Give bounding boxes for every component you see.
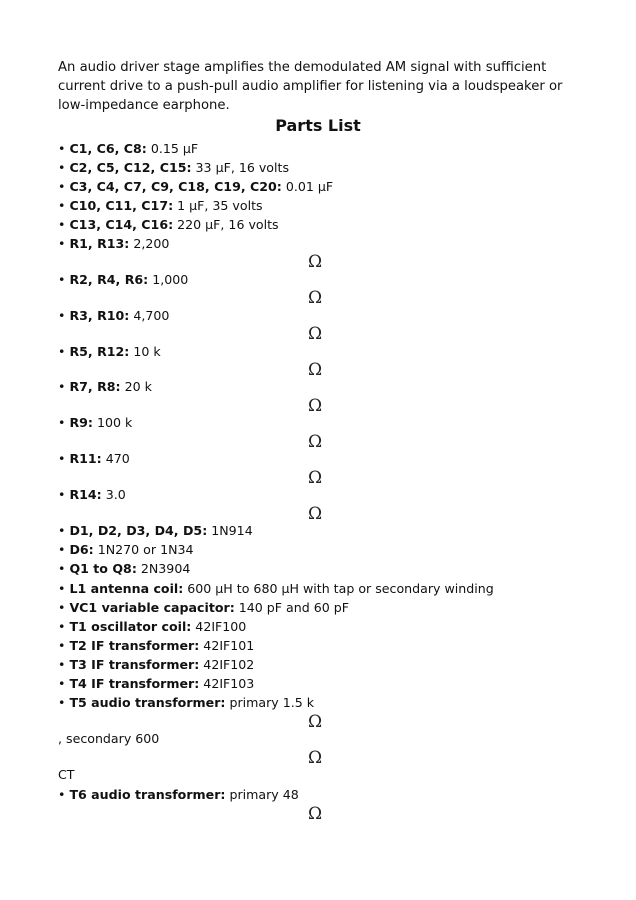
bullet: • — [58, 344, 66, 359]
part-value: 42IF101 — [199, 638, 255, 653]
part-label: T4 IF transformer: — [69, 676, 200, 691]
list-item — [58, 343, 161, 361]
list-item — [58, 197, 263, 215]
t5-secondary-text: , secondary 600 — [58, 731, 160, 746]
bullet: • — [58, 179, 66, 194]
bullet: • — [58, 638, 66, 653]
bullet: • — [58, 695, 66, 710]
part-label: R14: — [69, 487, 102, 502]
part-label: C1, C6, C8: — [69, 141, 147, 156]
omega-symbol: Ω — [308, 804, 323, 824]
bullet: • — [58, 787, 66, 802]
list-item — [58, 178, 333, 196]
part-value: 140 pF and 60 pF — [234, 600, 349, 615]
list-item — [58, 414, 132, 432]
part-value: 4,700 — [129, 308, 170, 323]
list-item — [58, 599, 349, 617]
bullet: • — [58, 451, 66, 466]
part-value: 220 µF, 16 volts — [173, 217, 279, 232]
part-label: T1 oscillator coil: — [69, 619, 192, 634]
omega-symbol: Ω — [308, 288, 323, 308]
list-item — [58, 486, 126, 504]
list-item — [58, 580, 494, 598]
bullet: • — [58, 581, 66, 596]
bullet: • — [58, 542, 66, 557]
omega-symbol: Ω — [308, 468, 323, 488]
list-item — [58, 694, 314, 712]
list-item — [58, 450, 130, 468]
list-item — [58, 140, 198, 158]
part-value: 33 µF, 16 volts — [191, 160, 290, 175]
part-value: 20 k — [120, 379, 152, 394]
part-value: 10 k — [129, 344, 161, 359]
omega-symbol: Ω — [308, 252, 323, 272]
intro-paragraph: An audio driver stage amplifies the demodulated AM signal with sufficient current drive to a push-pull audio amplifier for listening via a loudspeaker or low-impedance earphone. — [58, 60, 563, 113]
part-value: primary 1.5 k — [225, 695, 315, 710]
part-label: R1, R13: — [69, 236, 130, 251]
bullet: • — [58, 657, 66, 672]
part-label: C13, C14, C16: — [69, 217, 174, 232]
part-value: 100 k — [92, 415, 133, 430]
part-value: 1,000 — [148, 272, 189, 287]
bullet: • — [58, 198, 66, 213]
part-label: C2, C5, C12, C15: — [69, 160, 192, 175]
part-label: D1, D2, D3, D4, D5: — [69, 523, 208, 538]
omega-symbol: Ω — [308, 504, 323, 524]
omega-symbol: Ω — [308, 432, 323, 452]
part-label: R9: — [69, 415, 93, 430]
part-label: T6 audio transformer: — [69, 787, 226, 802]
list-item — [58, 271, 188, 289]
parts-list-heading: Parts List — [275, 116, 361, 135]
bullet: • — [58, 308, 66, 323]
bullet: • — [58, 523, 66, 538]
omega-symbol: Ω — [308, 712, 323, 732]
part-value: 1N914 — [207, 523, 253, 538]
bullet: • — [58, 487, 66, 502]
list-item — [58, 216, 279, 234]
part-label: R2, R4, R6: — [69, 272, 149, 287]
part-value: 1N270 or 1N34 — [93, 542, 194, 557]
part-label: L1 antenna coil: — [69, 581, 184, 596]
part-label: T3 IF transformer: — [69, 657, 200, 672]
bullet: • — [58, 619, 66, 634]
bullet: • — [58, 217, 66, 232]
bullet: • — [58, 379, 66, 394]
part-value: 42IF102 — [199, 657, 255, 672]
omega-symbol: Ω — [308, 396, 323, 416]
part-value: 1 µF, 35 volts — [173, 198, 263, 213]
part-value: 3.0 — [101, 487, 126, 502]
list-item — [58, 541, 194, 559]
part-value: 600 µH to 680 µH with tap or secondary winding — [183, 581, 494, 596]
part-label: Q1 to Q8: — [69, 561, 137, 576]
list-item — [58, 235, 169, 253]
part-label: R7, R8: — [69, 379, 121, 394]
bullet: • — [58, 272, 66, 287]
bullet: • — [58, 415, 66, 430]
list-item — [58, 637, 254, 655]
list-item — [58, 786, 299, 804]
bullet: • — [58, 141, 66, 156]
part-value: 42IF103 — [199, 676, 255, 691]
part-value: 0.01 µF — [281, 179, 334, 194]
part-value: 2N3904 — [136, 561, 191, 576]
part-label: C10, C11, C17: — [69, 198, 174, 213]
list-item — [58, 560, 190, 578]
part-label: R11: — [69, 451, 102, 466]
bullet: • — [58, 600, 66, 615]
list-item — [58, 618, 246, 636]
part-value: 0.15 µF — [146, 141, 199, 156]
part-value: 42IF100 — [191, 619, 247, 634]
bullet: • — [58, 561, 66, 576]
part-label: VC1 variable capacitor: — [69, 600, 235, 615]
list-item — [58, 656, 254, 674]
part-value: 470 — [101, 451, 130, 466]
list-item — [58, 378, 152, 396]
bullet: • — [58, 676, 66, 691]
t5-ct-text: CT — [58, 767, 75, 782]
list-item — [58, 307, 169, 325]
list-item — [58, 675, 254, 693]
part-label: C3, C4, C7, C9, C18, C19, C20: — [69, 179, 282, 194]
omega-symbol: Ω — [308, 324, 323, 344]
list-item — [58, 159, 289, 177]
part-value: primary 48 — [225, 787, 299, 802]
list-item — [58, 522, 253, 540]
omega-symbol: Ω — [308, 360, 323, 380]
part-label: T2 IF transformer: — [69, 638, 200, 653]
part-label: T5 audio transformer: — [69, 695, 226, 710]
part-value: 2,200 — [129, 236, 170, 251]
bullet: • — [58, 236, 66, 251]
part-label: R5, R12: — [69, 344, 130, 359]
bullet: • — [58, 160, 66, 175]
omega-symbol: Ω — [308, 748, 323, 768]
part-label: D6: — [69, 542, 94, 557]
part-label: R3, R10: — [69, 308, 130, 323]
